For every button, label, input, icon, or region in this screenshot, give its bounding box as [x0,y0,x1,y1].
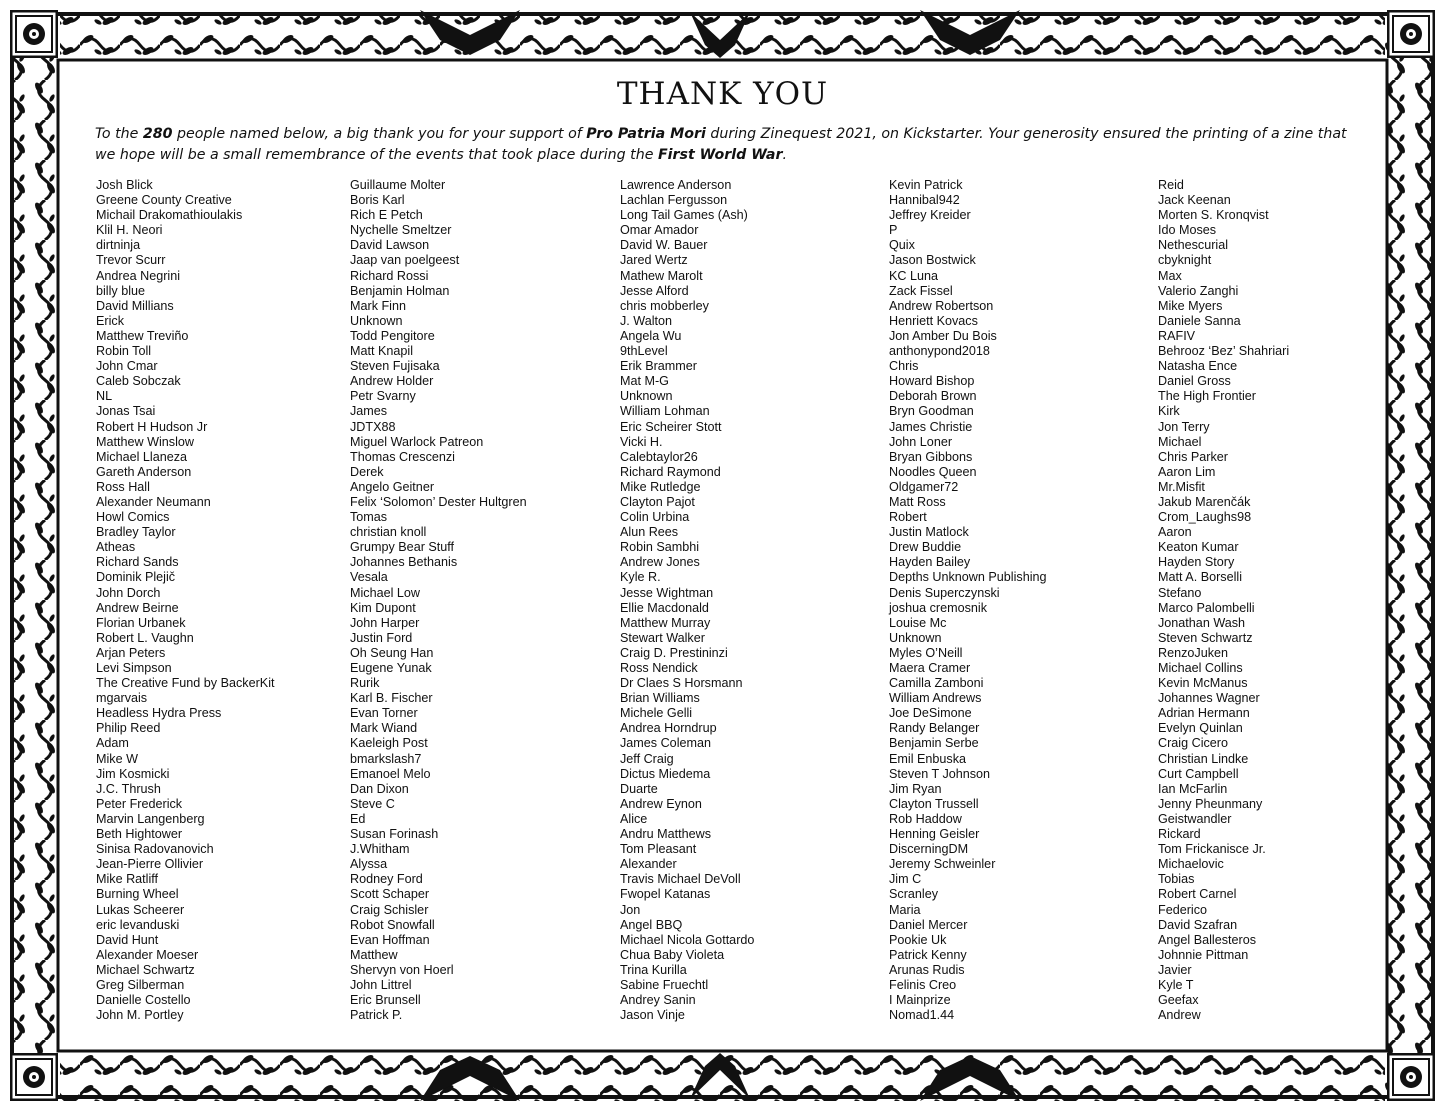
backer-name: Brian Williams [620,691,700,706]
backer-name: Alexander [620,857,677,872]
backer-name: Alyssa [350,857,388,872]
backer-name: Mike W [96,751,138,766]
backer-name: Andrew Robertson [889,298,994,313]
backer-name: NL [96,389,113,404]
backer-name: Mark Wiand [350,721,418,736]
backer-name: James Christie [889,419,973,434]
backer-name: Henning Geisler [889,827,980,842]
backer-name: Steven Schwartz [1158,630,1253,645]
corner-rosette-icon [10,1053,58,1101]
backer-name: Robert Carnel [1158,887,1237,902]
backer-name: Maera Cramer [889,661,971,675]
backer-name: Benjamin Holman [350,283,450,298]
backer-name: Boris Karl [350,193,405,208]
backer-name: Miguel Warlock Patreon [350,434,484,449]
backer-name: Hayden Bailey [889,555,971,570]
backer-name: David W. Bauer [620,238,708,253]
backer-name: J. Walton [620,313,673,328]
backer-name: Tom Pleasant [620,842,697,857]
backer-name: RenzoJuken [1158,645,1229,660]
backer-name: Arjan Peters [96,645,166,660]
backer-name: Kyle T [1158,977,1194,992]
backer-name: Richard Raymond [620,464,721,479]
page-title: THANK YOU [616,76,829,112]
backer-name: Burning Wheel [96,887,179,902]
backer-name: John Loner [889,434,953,449]
backer-name: David Lawson [350,238,430,253]
backer-name: Matthew Winslow [96,434,194,449]
backer-name: RAFIV [1158,328,1196,343]
backer-name: Tom Frickanisce Jr. [1158,842,1266,857]
backer-name: Michail Drakomathioulakis [96,208,243,223]
backer-name: P [889,223,898,238]
backer-column-4 [889,178,1047,1023]
backer-name: Evelyn Quinlan [1158,721,1243,736]
intro-text: during Zinequest 2021, on Kickstarter. Your generosity ensured the printing of a zine that we hope will be a small remembrance of the events that took place during the [95,126,1347,163]
backer-name: Duarte [620,781,658,796]
backer-name: Sabine Fruechtl [620,977,709,992]
backer-name: Emil Enbuska [889,751,966,766]
backer-name: Nychelle Smeltzer [350,223,452,238]
backer-name: Johannes Wagner [1158,691,1260,706]
backer-name: Jakub Marenčák [1158,494,1251,509]
backer-name: Susan Forinash [350,827,439,842]
backer-name: Kyle R. [620,570,661,585]
backer-name: Robin Sambhi [620,540,700,555]
backer-count: 280 [142,126,173,142]
backer-name: Andrew Jones [620,555,700,570]
backer-name: Alexander Moeser [96,947,199,962]
backer-name: Andrea Negrini [96,268,181,283]
backer-name: Dan Dixon [350,781,409,796]
backer-name: Oh Seung Han [350,645,434,660]
backer-name: Crom_Laughs98 [1158,510,1252,525]
backer-name: Andru Matthews [620,827,711,842]
backer-name: Chris [889,359,919,374]
backer-name: Keaton Kumar [1158,540,1239,555]
backer-name: Angela Wu [620,328,682,343]
backer-name: Andrew Holder [350,374,434,389]
backer-name: Depths Unknown Publishing [889,570,1047,585]
backer-name: Gareth Anderson [96,464,192,479]
backer-name: Unknown [350,313,403,328]
backer-name: Marco Palombelli [1158,600,1255,615]
backer-name: Daniel Gross [1158,374,1231,389]
backer-name: Caleb Sobczak [96,374,181,389]
backer-name: Benjamin Serbe [889,736,979,751]
corner-rosette-icon [10,10,58,58]
backer-name: Henriett Kovacs [889,313,978,328]
backer-name: Howard Bishop [889,374,975,389]
backer-name: Quix [889,238,915,253]
backer-name: Nomad1.44 [889,1008,955,1023]
backer-name: Jim Kosmicki [96,766,170,781]
backer-name: Florian Urbanek [96,615,186,630]
backer-name: Michael Schwartz [96,962,195,977]
backer-name: mgarvais [96,691,148,706]
backer-name: Andrea Horndrup [620,721,717,736]
backer-name: Christian Lindke [1158,751,1249,766]
backer-name: Ed [350,811,366,826]
backer-name: Fwopel Katanas [620,887,711,902]
backer-column-5 [1158,178,1289,1023]
backer-name: Andrew Beirne [96,600,179,615]
backer-name: Dr Claes S Horsmann [620,676,743,691]
backer-name: Jean-Pierre Ollivier [96,857,204,872]
backer-name: Clayton Trussell [889,796,979,811]
backer-name: Tomas [350,510,388,525]
backer-name: Johnnie Pittman [1158,947,1249,962]
backer-name: Ross Hall [96,479,150,494]
intro-paragraph [95,124,1370,166]
backer-name: Joe DeSimone [889,706,972,721]
backer-name: Mike Rutledge [620,479,701,494]
backer-name: Angel Ballesteros [1158,932,1257,947]
corner-rosette-icon [1387,10,1435,58]
backer-name: bmarkslash7 [350,751,422,766]
backer-name: Evan Hoffman [350,932,430,947]
backer-name: Vicki H. [620,434,663,449]
backer-name: Behrooz ‘Bez’ Shahriari [1158,344,1290,359]
backer-name: Jared Wertz [620,253,688,268]
backer-name: Greene County Creative [96,193,232,208]
backer-name: Guillaume Molter [350,178,446,192]
backer-name: J.Whitham [350,842,410,857]
backer-name: Maria [889,902,921,917]
backer-name: Adam [96,736,129,751]
backer-name: billy blue [96,283,146,298]
backer-name: Colin Urbina [620,510,690,525]
backer-name: David Millians [96,298,174,313]
backer-name: Robert [889,510,927,525]
backer-name: 9thLevel [620,344,668,359]
project-name: Pro Patria Mori [586,126,706,142]
backer-name: Unknown [889,630,942,645]
backer-name: Andrew [1158,1008,1201,1023]
backer-name: Myles O’Neill [889,645,963,660]
backer-name: Johannes Bethanis [350,555,458,570]
backer-name: Beth Hightower [96,827,183,842]
backer-name: Justin Ford [350,630,413,645]
backer-name: Daniele Sanna [1158,313,1241,328]
backer-name: John Harper [350,615,420,630]
backer-name: Bryn Goodman [889,404,974,419]
backer-name: Tobias [1158,872,1195,887]
backer-name: Ian McFarlin [1158,781,1228,796]
backer-name: Robert H Hudson Jr [96,419,208,434]
backer-name: Vesala [350,570,388,585]
backer-name: chris mobberley [620,298,709,313]
backer-column-3 [620,178,754,1023]
backer-name: Dictus Miedema [620,766,711,781]
backer-name: Louise Mc [889,615,947,630]
backer-name: eric levanduski [96,917,180,932]
backer-name: Jim Ryan [889,781,942,796]
backer-name: KC Luna [889,268,939,283]
backer-name: Petr Svarny [350,389,416,404]
backer-name: Thomas Crescenzi [350,449,455,464]
backer-name: Michaelovic [1158,857,1224,872]
backer-name: James [350,404,388,419]
backer-name: Andrew Eynon [620,796,702,811]
backer-name: Michael Low [350,585,420,600]
backer-name: Lawrence Anderson [620,178,732,192]
backer-name: Alice [620,811,648,826]
backer-name: Jesse Alford [620,283,689,298]
backer-name: Steve C [350,796,395,811]
backer-name: Valerio Zanghi [1158,283,1239,298]
backer-name: Angel BBQ [620,917,683,932]
backer-name: Jenny Pheunmany [1158,796,1263,811]
backer-name: Marvin Langenberg [96,811,205,826]
backer-name: Arunas Rudis [889,962,965,977]
backer-column-2 [350,178,527,1023]
backer-name: Michael Llaneza [96,449,188,464]
backer-name: Kaeleigh Post [350,736,428,751]
backer-name: Hayden Story [1158,555,1235,570]
backer-name: Matt Ross [889,494,946,509]
backer-name: Danielle Costello [96,993,191,1008]
backer-name: J.C. Thrush [96,781,161,796]
backer-name: joshua cremosnik [889,600,987,615]
backer-name: cbyknight [1158,253,1212,268]
backer-name: James Coleman [620,736,711,751]
backer-name: Mike Myers [1158,298,1223,313]
backer-name: Stefano [1158,585,1202,600]
backer-name: Nethescurial [1158,238,1228,253]
backer-name: Philip Reed [96,721,161,736]
backer-name: Javier [1158,962,1192,977]
backer-name: Alun Rees [620,525,679,540]
backer-name: Calebtaylor26 [620,449,698,464]
backer-name: Kevin Patrick [889,178,963,192]
backer-name: Felix ‘Solomon’ Dester Hultgren [350,494,527,509]
backer-name: Karl B. Fischer [350,691,433,706]
backer-name: Scranley [889,887,938,902]
backer-name: Hannibal942 [889,193,960,208]
backer-name: Michael [1158,434,1202,449]
backer-name: Headless Hydra Press [96,706,222,721]
backer-name: Jon Amber Du Bois [889,328,997,343]
backer-name: Richard Rossi [350,268,429,283]
backer-name: Eric Scheirer Stott [620,419,722,434]
backer-name: Josh Blick [96,178,153,192]
backer-name: Jack Keenan [1158,193,1231,208]
backer-name: Stewart Walker [620,630,705,645]
backer-name: Long Tail Games (Ash) [620,208,748,223]
intro-text: . [782,147,788,163]
backer-name: Matthew Murray [620,615,711,630]
backer-name: Morten S. Kronqvist [1158,208,1269,223]
backer-name: Jonathan Wash [1158,615,1246,630]
backer-name: Todd Pengitore [350,328,435,343]
backer-name: Lukas Scheerer [96,902,185,917]
backer-name: Jeremy Schweinler [889,857,996,872]
backer-name: Mike Ratliff [96,872,159,887]
backer-name: Alexander Neumann [96,494,211,509]
backer-name: Geefax [1158,993,1199,1008]
backer-name: Craig Schisler [350,902,429,917]
backer-name: Michele Gelli [620,706,693,721]
backer-name: Ross Nendick [620,661,698,675]
backer-name: Patrick P. [350,1008,403,1023]
backer-name: Clayton Pajot [620,494,695,509]
backer-name: Klil H. Neori [96,223,163,238]
backer-name: Matthew Treviño [96,328,189,343]
backer-name: Rich E Petch [350,208,423,223]
backer-name: Unknown [620,389,673,404]
backer-name: Travis Michael DeVoll [620,872,741,887]
backer-name: John Dorch [96,585,161,600]
backer-name: Eric Brunsell [350,993,421,1008]
backer-name: Federico [1158,902,1207,917]
backer-name: David Hunt [96,932,159,947]
backer-name: Bryan Gibbons [889,449,973,464]
backer-name: Geistwandler [1158,811,1232,826]
backer-name: Richard Sands [96,555,179,570]
backer-name: Rurik [350,676,380,691]
backer-name: Sinisa Radovanovich [96,842,214,857]
backer-name: Atheas [96,540,136,555]
backer-name: Drew Buddie [889,540,962,555]
corner-rosette-icon [1387,1053,1435,1101]
backer-name: Michael Nicola Gottardo [620,932,755,947]
backer-name: Trevor Scurr [96,253,166,268]
backer-name: Matthew [350,947,398,962]
backer-name: Rob Haddow [889,811,962,826]
backer-name: Mat M-G [620,374,669,389]
backer-name: Chua Baby Violeta [620,947,725,962]
backer-name: Deborah Brown [889,389,977,404]
backer-name: Steven T Johnson [889,766,991,781]
backer-name: The Creative Fund by BackerKit [96,676,275,691]
backer-name: Kirk [1158,404,1180,419]
war-name: First World War [657,147,783,163]
backer-name: Robert L. Vaughn [96,630,194,645]
backer-name: Curt Campbell [1158,766,1239,781]
backer-name: Camilla Zamboni [889,676,984,691]
backer-name: Erick [96,313,124,328]
backer-name: Daniel Mercer [889,917,968,932]
backer-name: Trina Kurilla [620,962,687,977]
backer-name: Lachlan Fergusson [620,193,728,208]
backer-name: Angelo Geitner [350,479,435,494]
backer-name: Pookie Uk [889,932,947,947]
backer-name: Mr.Misfit [1158,479,1205,494]
backer-name: Jesse Wightman [620,585,714,600]
backer-name: Robin Toll [96,344,152,359]
backer-name: Greg Silberman [96,977,185,992]
backer-name: Jeff Craig [620,751,674,766]
backer-name: John Cmar [96,359,158,374]
backer-name: William Andrews [889,691,982,706]
backer-name: Justin Matlock [889,525,969,540]
backer-name: The High Frontier [1158,389,1256,404]
backer-name: Oldgamer72 [889,479,959,494]
backer-name: Steven Fujisaka [350,359,440,374]
backer-name: Kim Dupont [350,600,416,615]
backer-name: Dominik Plejič [96,570,176,585]
backer-name: Grumpy Bear Stuff [350,540,455,555]
backer-name: Levi Simpson [96,661,172,675]
backer-name: I Mainprize [889,993,951,1008]
backer-name: Howl Comics [96,510,170,525]
backer-name: Denis Superczynski [889,585,1000,600]
backer-name: Ellie Macdonald [620,600,709,615]
backer-name: Scott Schaper [350,887,430,902]
backer-name: dirtninja [96,238,141,253]
backer-name: JDTX88 [350,419,396,434]
backer-name: Mark Finn [350,298,406,313]
backer-name: Patrick Kenny [889,947,967,962]
backer-name: Matt A. Borselli [1158,570,1242,585]
backer-name: Rodney Ford [350,872,423,887]
backer-name: Rickard [1158,827,1201,842]
backer-name: John M. Portley [96,1008,184,1023]
backer-name: Ido Moses [1158,223,1217,238]
backer-name: Noodles Queen [889,464,977,479]
backer-column-1 [96,178,275,1023]
backer-name: Robot Snowfall [350,917,435,932]
backer-name: Michael Collins [1158,661,1243,675]
backer-name: Reid [1158,178,1184,192]
backer-name: Erik Brammer [620,359,697,374]
backer-name: Jeffrey Kreider [889,208,971,223]
backer-name: Kevin McManus [1158,676,1248,691]
backer-name: Max [1158,268,1182,283]
backer-name: Aaron [1158,525,1192,540]
backer-name: Jonas Tsai [96,404,156,419]
intro-text: To the [95,126,143,142]
backer-name: Shervyn von Hoerl [350,962,454,977]
backer-name: Peter Frederick [96,796,183,811]
backer-name: Craig Cicero [1158,736,1228,751]
intro-text: people named below, a big thank you for your support of [172,126,587,142]
backer-name: Omar Amador [620,223,699,238]
backer-name: Jason Vinje [620,1008,685,1023]
backer-name: christian knoll [350,525,427,540]
backer-name: Jon Terry [1158,419,1210,434]
backer-name: Craig D. Prestininzi [620,645,728,660]
backer-name: Evan Torner [350,706,418,721]
backer-name: Natasha Ence [1158,359,1238,374]
backer-name: anthonypond2018 [889,344,990,359]
backer-name: Andrey Sanin [620,993,696,1008]
backer-name: Eugene Yunak [350,661,432,675]
backer-name: DiscerningDM [889,842,969,857]
backer-name: Mathew Marolt [620,268,703,283]
backer-name: Adrian Hermann [1158,706,1250,721]
backer-name: Bradley Taylor [96,525,176,540]
backer-name: William Lohman [620,404,710,419]
backer-name: Jim C [889,872,922,887]
backer-name: Felinis Creo [889,977,957,992]
backer-name: Jason Bostwick [889,253,976,268]
backer-name: Aaron Lim [1158,464,1216,479]
backer-name: Zack Fissel [889,283,953,298]
backer-name: Jon [620,902,641,917]
backer-name: Derek [350,464,384,479]
backer-name: John Littrel [350,977,412,992]
backer-name: Jaap van poelgeest [350,253,460,268]
backer-name: Matt Knapil [350,344,413,359]
backer-name: Randy Belanger [889,721,980,736]
backer-name: Emanoel Melo [350,766,431,781]
backer-name: David Szafran [1158,917,1238,932]
backer-name: Chris Parker [1158,449,1228,464]
